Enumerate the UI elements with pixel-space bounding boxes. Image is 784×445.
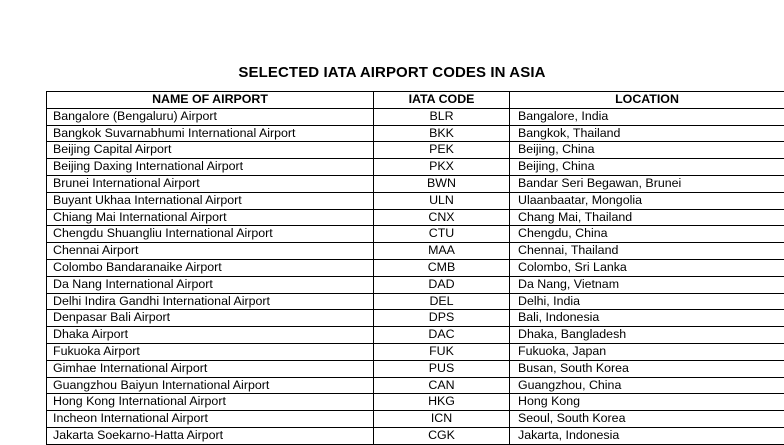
iata-code-cell: MAA [374, 243, 510, 260]
iata-code-cell: CTU [374, 226, 510, 243]
page-title: SELECTED IATA AIRPORT CODES IN ASIA [0, 64, 784, 82]
header-iata-code: IATA CODE [374, 92, 510, 109]
table-row [47, 327, 784, 344]
iata-code-cell: PKX [374, 159, 510, 176]
location-cell: Delhi, India [510, 293, 784, 310]
airport-name-cell: Gimhae International Airport [47, 360, 374, 377]
location-cell: Bandar Seri Begawan, Brunei [510, 175, 784, 192]
airport-name-cell: Beijing Capital Airport [47, 142, 374, 159]
location-cell: Chengdu, China [510, 226, 784, 243]
table-header-row [47, 92, 784, 109]
airport-name-cell: Dhaka Airport [47, 327, 374, 344]
airport-name-cell: Denpasar Bali Airport [47, 310, 374, 327]
table-row [47, 125, 784, 142]
airport-name-cell: Buyant Ukhaa International Airport [47, 192, 374, 209]
table-row [47, 226, 784, 243]
location-cell: Chang Mai, Thailand [510, 209, 784, 226]
airport-name-cell: Delhi Indira Gandhi International Airport [47, 293, 374, 310]
location-cell: Colombo, Sri Lanka [510, 259, 784, 276]
table-row [47, 377, 784, 394]
header-location: LOCATION [510, 92, 784, 109]
location-cell: Seoul, South Korea [510, 411, 784, 428]
airport-name-cell: Chennai Airport [47, 243, 374, 260]
header-airport-name: NAME OF AIRPORT [47, 92, 374, 109]
airport-name-cell: Da Nang International Airport [47, 276, 374, 293]
table-row [47, 394, 784, 411]
table-row [47, 142, 784, 159]
location-cell: Ulaanbaatar, Mongolia [510, 192, 784, 209]
table-row [47, 276, 784, 293]
table-row [47, 209, 784, 226]
airport-name-cell: Bangkok Suvarnabhumi International Airport [47, 125, 374, 142]
iata-code-cell: BLR [374, 108, 510, 125]
table-row [47, 243, 784, 260]
airport-name-cell: Guangzhou Baiyun International Airport [47, 377, 374, 394]
location-cell: Beijing, China [510, 142, 784, 159]
airport-name-cell: Fukuoka Airport [47, 343, 374, 360]
airport-name-cell: Chiang Mai International Airport [47, 209, 374, 226]
table-row [47, 310, 784, 327]
airport-name-cell: Incheon International Airport [47, 411, 374, 428]
location-cell: Bangkok, Thailand [510, 125, 784, 142]
iata-code-cell: DAD [374, 276, 510, 293]
table-row [47, 293, 784, 310]
table-row [47, 427, 784, 444]
iata-code-cell: CMB [374, 259, 510, 276]
table-row [47, 259, 784, 276]
location-cell: Beijing, China [510, 159, 784, 176]
airport-name-cell: Bangalore (Bengaluru) Airport [47, 108, 374, 125]
iata-code-cell: FUK [374, 343, 510, 360]
iata-code-cell: DAC [374, 327, 510, 344]
location-cell: Guangzhou, China [510, 377, 784, 394]
table-row [47, 175, 784, 192]
airport-codes-table [46, 91, 784, 445]
location-cell: Bali, Indonesia [510, 310, 784, 327]
location-cell: Jakarta, Indonesia [510, 427, 784, 444]
table-row [47, 360, 784, 377]
airport-name-cell: Jakarta Soekarno-Hatta Airport [47, 427, 374, 444]
table-row [47, 192, 784, 209]
iata-code-cell: PUS [374, 360, 510, 377]
iata-code-cell: CNX [374, 209, 510, 226]
location-cell: Busan, South Korea [510, 360, 784, 377]
location-cell: Dhaka, Bangladesh [510, 327, 784, 344]
iata-code-cell: BWN [374, 175, 510, 192]
iata-code-cell: ICN [374, 411, 510, 428]
iata-code-cell: CGK [374, 427, 510, 444]
table-row [47, 411, 784, 428]
location-cell: Bangalore, India [510, 108, 784, 125]
table-row [47, 343, 784, 360]
iata-code-cell: DPS [374, 310, 510, 327]
iata-code-cell: CAN [374, 377, 510, 394]
airport-name-cell: Brunei International Airport [47, 175, 374, 192]
location-cell: Chennai, Thailand [510, 243, 784, 260]
table-row [47, 108, 784, 125]
iata-code-cell: BKK [374, 125, 510, 142]
iata-code-cell: DEL [374, 293, 510, 310]
iata-code-cell: PEK [374, 142, 510, 159]
airport-name-cell: Hong Kong International Airport [47, 394, 374, 411]
location-cell: Fukuoka, Japan [510, 343, 784, 360]
table-row [47, 159, 784, 176]
airport-name-cell: Colombo Bandaranaike Airport [47, 259, 374, 276]
airport-name-cell: Beijing Daxing International Airport [47, 159, 374, 176]
iata-code-cell: ULN [374, 192, 510, 209]
location-cell: Da Nang, Vietnam [510, 276, 784, 293]
airport-name-cell: Chengdu Shuangliu International Airport [47, 226, 374, 243]
location-cell: Hong Kong [510, 394, 784, 411]
iata-code-cell: HKG [374, 394, 510, 411]
table-body [47, 108, 784, 444]
